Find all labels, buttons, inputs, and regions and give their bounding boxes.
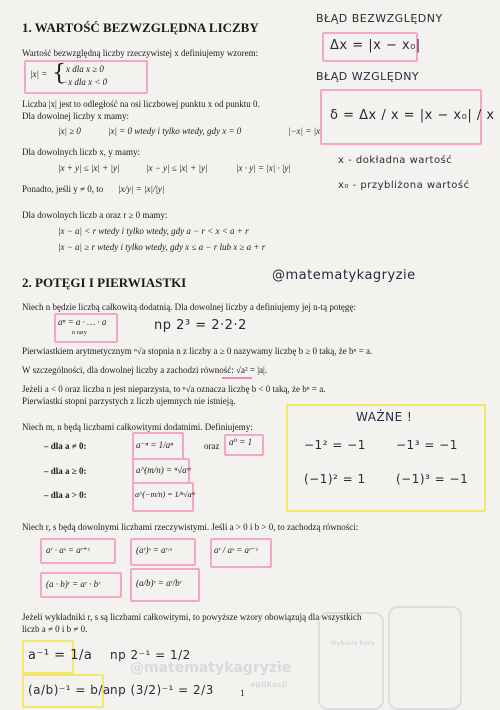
abs-def-case1: x dla x ≥ 0 bbox=[66, 64, 104, 74]
note-exact-value: x - dokładna wartość bbox=[338, 155, 453, 166]
important-title: WAŻNE ! bbox=[356, 410, 413, 424]
triangle-ineq-diff: |x − y| ≤ |x| + |y| bbox=[146, 163, 208, 173]
frac-exp-formula: a^(m/n) = ⁿ√aᵐ bbox=[136, 465, 191, 475]
abs-def-lhs: |x| = bbox=[30, 69, 48, 79]
abs-error-formula: Δx = |x − x₀| bbox=[330, 38, 421, 53]
sec2-line8: Jeżeli wykładniki r, s są liczbami całkowitymi, to powyższe wzory obowiązują dla wszystkich bbox=[22, 612, 362, 622]
watermark-phone1 bbox=[318, 612, 384, 710]
ineq-greater: |x − a| ≥ r wtedy i tylko wtedy, gdy x ≤ a − r lub x ≥ a + r bbox=[58, 242, 266, 252]
sqrt-underline bbox=[222, 377, 252, 379]
important-item4: (−1)³ = −1 bbox=[396, 472, 469, 486]
important-item2: −1³ = −1 bbox=[396, 438, 458, 452]
neg-exp-formula: a⁻ⁿ = 1/aⁿ bbox=[136, 440, 173, 450]
power-def-under: n razy bbox=[72, 330, 87, 336]
quot-power: (a/b)ʳ = aʳ/bʳ bbox=[136, 578, 182, 588]
sec1-any-xy: Dla dowolnych liczb x, y mamy: bbox=[22, 147, 140, 157]
rel-error-formula: δ = Δx / x = |x − x₀| / x bbox=[330, 108, 495, 123]
sec1-distance: Liczba |x| jest to odległość na osi liczbowej punktu x od punktu 0. bbox=[22, 99, 260, 109]
important-item1: −1² = −1 bbox=[304, 438, 366, 452]
abs-error-title: BŁĄD BEZWZGLĘDNY bbox=[316, 12, 443, 25]
sec2-line7: Niech r, s będą dowolnymi liczbami rzeczywistymi. Jeśli a > 0 i b > 0, to zachodzą równości: bbox=[22, 522, 359, 532]
sec2-line4: Jeżeli a < 0 oraz liczba n jest nieparzysta, to ⁿ√a oznacza liczbę b < 0 taką, że bⁿ = a. bbox=[22, 384, 326, 394]
ineq-less: |x − a| < r wtedy i tylko wtedy, gdy a − r < x < a + r bbox=[58, 226, 249, 236]
prod-same-base: aʳ · aˢ = aʳ⁺ˢ bbox=[46, 545, 90, 555]
triangle-ineq-sum: |x + y| ≤ |x| + |y| bbox=[58, 163, 120, 173]
power-def: aⁿ = a · … · a bbox=[58, 317, 107, 327]
quotient-rule: |x/y| = |x|/|y| bbox=[118, 184, 165, 194]
author-handle: @matematykagryzie bbox=[272, 268, 416, 283]
power-of-power: (aʳ)ˢ = aʳ·ˢ bbox=[136, 545, 172, 555]
def-oraz: oraz bbox=[204, 441, 220, 451]
inverse-example: np 2⁻¹ = 1/2 bbox=[110, 648, 191, 662]
power-example: np 2³ = 2·2·2 bbox=[154, 318, 247, 333]
sec1-intro: Wartość bezwzględną liczby rzeczywistej x definiujemy wzorem: bbox=[22, 48, 259, 58]
product-rule: |x · y| = |x| · |y| bbox=[236, 163, 291, 173]
prop-symmetry: |−x| = |x| bbox=[288, 126, 323, 136]
sec2-line5: Pierwiastki stopni parzystych z liczb ujemnych nie istnieją. bbox=[22, 396, 236, 406]
sec2-line3: W szczególności, dla dowolnej liczby a zachodzi równość: √a² = |a|. bbox=[22, 365, 268, 375]
sec2-line9: liczb a ≠ 0 i b ≠ 0. bbox=[22, 624, 88, 634]
def-case2-label: – dla a ≥ 0: bbox=[44, 466, 87, 476]
zero-exp-formula: a⁰ = 1 bbox=[229, 437, 253, 447]
def-case1-label: – dla a ≠ 0: bbox=[44, 441, 87, 451]
sec2-line6: Niech m, n będą liczbami całkowitymi dodatnimi. Definiujemy: bbox=[22, 422, 253, 432]
prop-nonneg: |x| ≥ 0 bbox=[58, 126, 81, 136]
quot-same-base: aʳ / aˢ = aʳ⁻ˢ bbox=[214, 545, 258, 555]
rel-error-title: BŁĄD WZGLĘDNY bbox=[316, 70, 420, 83]
inverse-frac-example: np (3/2)⁻¹ = 2/3 bbox=[110, 683, 214, 697]
watermark-sub: aplikacji bbox=[250, 680, 288, 689]
sec2-line2: Pierwiastkiem arytmetycznym ⁿ√a stopnia n z liczby a ≥ 0 nazywamy liczbę b ≥ 0 taką, że bⁿ = a. bbox=[22, 346, 373, 356]
important-item3: (−1)² = 1 bbox=[304, 472, 366, 486]
abs-def-case2: −x dla x < 0 bbox=[62, 77, 108, 87]
sec2-line1: Niech n będzie liczbą całkowitą dodatnią. Dla dowolnej liczby a definiujemy jej n-tą potęgę: bbox=[22, 302, 356, 312]
sec1-any-ar: Dla dowolnych liczb a oraz r ≥ 0 mamy: bbox=[22, 210, 168, 220]
sec1-more: Ponadto, jeśli y ≠ 0, to bbox=[22, 184, 104, 194]
prop-zero: |x| = 0 wtedy i tylko wtedy, gdy x = 0 bbox=[108, 126, 242, 136]
watermark-app-title: Wybierz kurs bbox=[330, 640, 375, 647]
note-approx-value: x₀ - przybliżona wartość bbox=[338, 180, 470, 191]
inverse-formula: a⁻¹ = 1/a bbox=[28, 648, 93, 663]
watermark-brand: @matematykagryzie bbox=[130, 660, 292, 676]
neg-frac-exp-formula: a^(−m/n) = 1/ⁿ√aᵐ bbox=[135, 490, 195, 499]
section2-title: 2. POTĘGI I PIERWIASTKI bbox=[22, 275, 187, 290]
page-number: 1 bbox=[240, 688, 245, 698]
def-case3-label: – dla a > 0: bbox=[44, 490, 87, 500]
watermark-phone2 bbox=[388, 606, 462, 710]
inverse-frac-formula: (a/b)⁻¹ = b/a bbox=[28, 683, 111, 697]
prod-power: (a · b)ʳ = aʳ · bʳ bbox=[46, 579, 101, 589]
section1-title: 1. WARTOŚĆ BEZWZGLĘDNA LICZBY bbox=[22, 20, 259, 35]
brace-icon: { bbox=[52, 61, 66, 86]
sec1-any-x: Dla dowolnej liczby x mamy: bbox=[22, 111, 129, 121]
